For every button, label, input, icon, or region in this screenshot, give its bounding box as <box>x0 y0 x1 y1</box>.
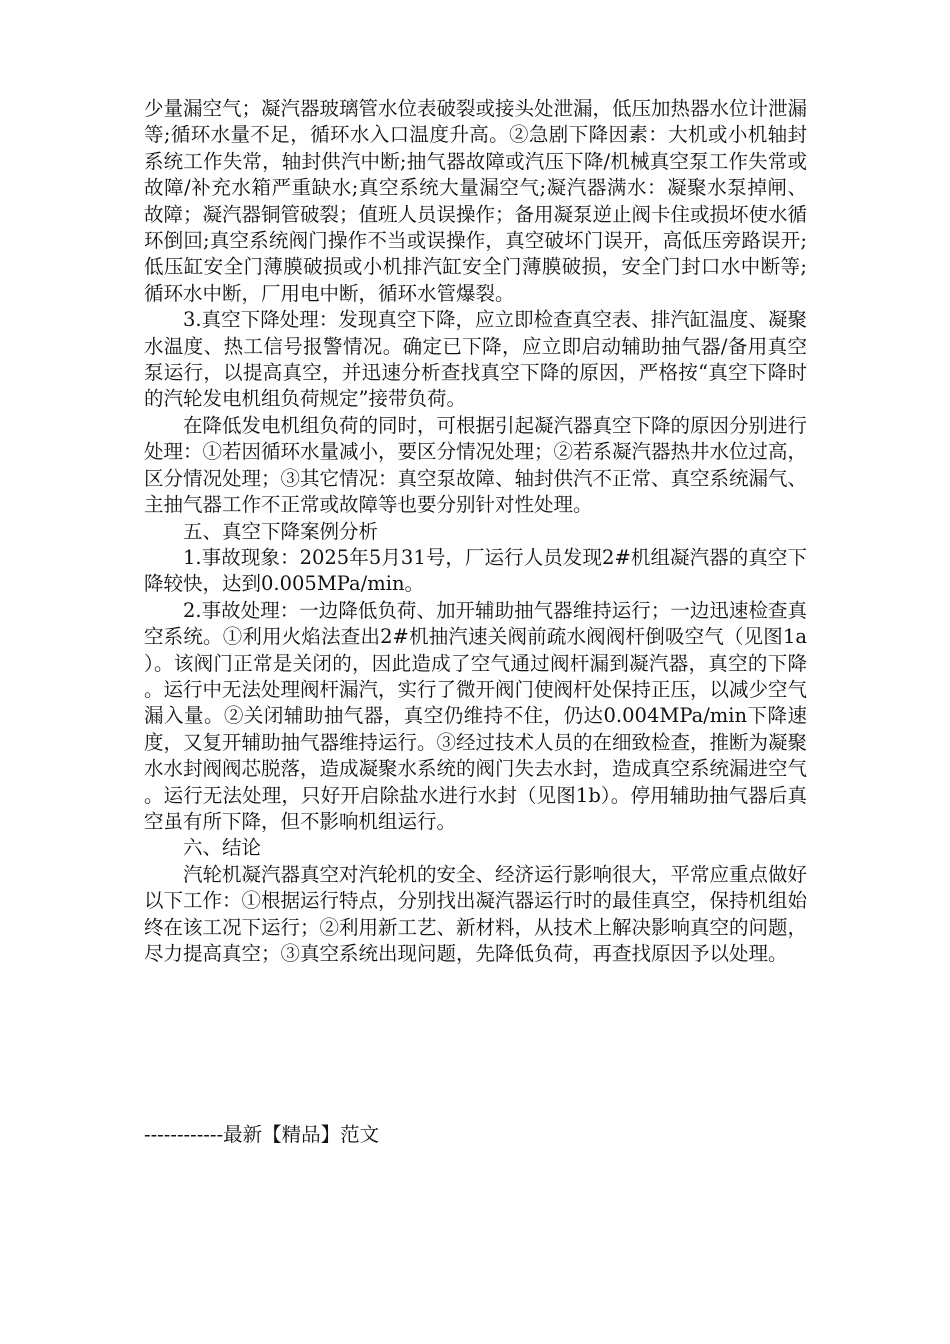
paragraph-5: 1.事故现象：2025年5月31号，厂运行人员发现2#机组凝汽器的真空下降较快，达到0.005MPa/min。 <box>144 545 807 596</box>
paragraph-2: 3.真空下降处理：发现真空下降，应立即检查真空表、排汽缸温度、凝聚水温度、热工信号报警情况。确定已下降，应立即启动辅助抽气器/备用真空泵运行，以提高真空，并迅速分析查找真空下降的原因，严格按“真空下降时的汽轮发电机组负荷规定”接带负荷。 <box>144 308 807 411</box>
section-heading-5: 五、真空下降案例分析 <box>183 519 379 543</box>
paragraph-3: 在降低发电机组负荷的同时，可根据引起凝汽器真空下降的原因分别进行处理：①若因循环水量减小，要区分情况处理；②若系凝汽器热井水位过高，区分情况处理；③其它情况：真空泵故障、轴封供汽不正常、真空系统漏气、主抽气器工作不正常或故障等也要分别针对性处理。 <box>144 413 808 517</box>
document-body <box>144 96 807 967</box>
paragraph-6: 2.事故处理：一边降低负荷、加开辅助抽气器维持运行；一边迅速检查真空系统。①利用火焰法查出2#机抽汽速关阀前疏水阀阀杆倒吸空气（见图1a）。该阀门正常是关闭的，因此造成了空气通过阀杆漏到凝汽器，真空的下降。运行中无法处理阀杆漏汽，实行了微开阀门使阀杆处保持正压，以减少空气漏入量。②关闭辅助抽气器，真空仍维持不住，仍达0.004MPa/min下降速度，又复开辅助抽气器维持运行。③经过技术人员的在细致检查，推断为凝聚水水封阀阀芯脱落，造成凝聚水系统的阀门失去水封，造成真空系统漏进空气。运行无法处理，只好开启除盐水进行水封（见图1b）。停用辅助抽气器后真空虽有所下降，但不影响机组运行。 <box>144 598 808 833</box>
footer-text: ------------最新【精品】范文 <box>144 1123 380 1146</box>
paragraph-8: 汽轮机凝汽器真空对汽轮机的安全、经济运行影响很大，平常应重点做好以下工作：①根据运行特点，分别找出凝汽器运行时的最佳真空，保持机组始终在该工况下运行；②利用新工艺、新材料，从技术上解决影响真空的问题，尽力提高真空；③真空系统出现问题，先降低负荷，再查找原因予以处理。 <box>144 862 808 965</box>
section-heading-6: 六、结论 <box>183 836 262 860</box>
paragraph-1: 少量漏空气；凝汽器玻璃管水位表破裂或接头处泄漏，低压加热器水位计泄漏等;循环水量不足，循环水入口温度升高。②急剧下降因素：大机或小机轴封系统工作失常，轴封供汽中断;抽气器故障或汽压下降/机械真空泵工作失常或故障/补充水箱严重缺水;真空系统大量漏空气;凝汽器满水：凝聚水泵掉闸、故障；凝汽器铜管破裂；值班人员误操作；备用凝泵逆止阀卡住或损坏使水循环倒回;真空系统阀门操作不当或误操作，真空破坏门误开，高低压旁路误开;低压缸安全门薄膜破损或小机排汽缸安全门薄膜破损，安全门封口水中断等;循环水中断，厂用电中断，循环水管爆裂。 <box>144 97 808 305</box>
